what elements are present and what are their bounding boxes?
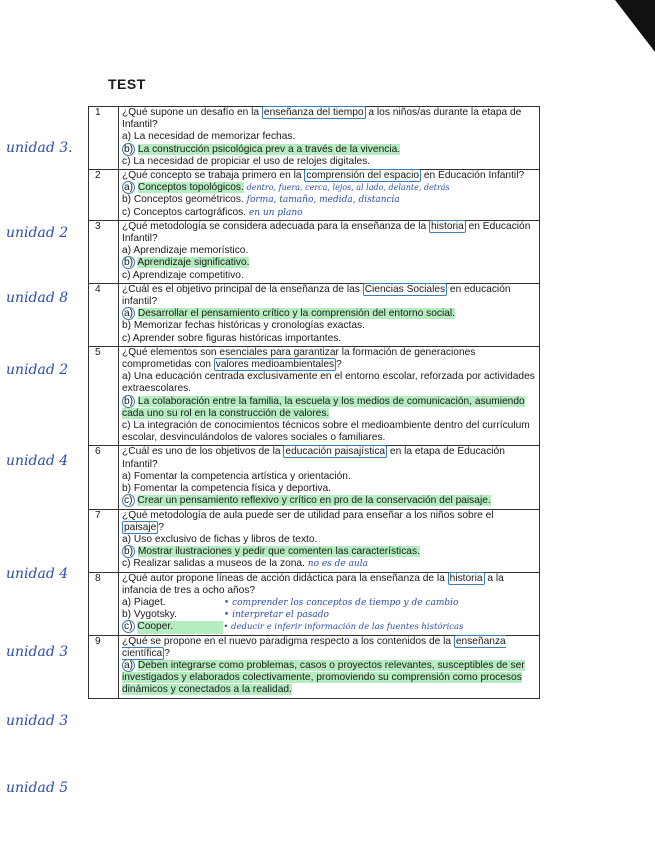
question-number: 1 [89,107,119,170]
handwritten-note: • interpretar el pasado [223,610,329,621]
option-c: c) Conceptos cartográficos. en un plano [122,206,303,218]
keyword-box: educación paisajística [285,446,386,458]
answer-circle: b) [124,395,134,407]
option-c: c) Realizar salidas a museos de la zona. no es de aula [122,558,369,570]
question-text: ¿Qué supone un desafío en la enseñanza del tiempo a los niños/as durante la etapa de Infantil? [122,107,522,131]
question-text: ¿Qué concepto se trabaja primero en la comprensión del espacio en Educación Infantil? [122,170,525,182]
keyword-box: enseñanza del tiempo [263,107,364,118]
option-c [122,495,536,507]
question-number: 5 [89,346,119,446]
side-note-q7: unidad 3 [6,644,69,660]
side-note-q4: unidad 2 [6,362,69,378]
answer-circle: b) [124,257,134,269]
question-text: ¿Cuál es uno de los objetivos de la educación paisajística en la etapa de Educación Infantil? [122,446,505,470]
option-b [122,396,536,420]
question-text: ¿Qué metodología de aula puede ser de utilidad para enseñar a los niños sobre el paisaje ? [122,509,494,533]
answer-highlight: Cooper. [137,621,223,633]
question-cell [119,170,540,221]
option-b [122,257,536,269]
keyword-box: paisaje [124,521,157,533]
question-row [89,635,540,698]
question-number: 9 [89,635,119,698]
option-a: a) La necesidad de memorizar fechas. [122,131,296,143]
answer-circle: a) [124,659,134,671]
question-text: ¿Qué autor propone líneas de acción didáctica para la enseñanza de la historia a la infancia de tres a ocho años? [122,572,504,596]
keyword-box: enseñanza científica [122,635,506,659]
keyword-box: comprensión del espacio [306,170,420,182]
question-cell [119,346,540,446]
question-row [89,346,540,446]
question-cell [119,635,540,698]
option-c: c) La integración de conocimientos técnicos sobre el medioambiente dentro del currículum escolar, desvinculándolos de valores sociales o familiares. [122,420,530,444]
page-title: TEST [108,76,146,92]
question-text: ¿Qué elementos son esenciales para garantizar la formación de generaciones comprometidas con valores medioambientales ? [122,346,476,371]
answer-highlight: La colaboración entre la familia, la escuela y los medios de comunicación, asumiendo cada uno su rol en la construcción de valores. [122,395,525,419]
side-note-q9: unidad 5 [6,780,69,796]
answer-highlight: Crear un pensamiento reflexivo y crítico en pro de la conservación del paisaje. [137,495,491,507]
keyword-box: historia [449,572,483,584]
option-a [122,660,536,697]
option-b [122,546,536,558]
option-a: a) Piaget. • comprender los conceptos de tiempo y de cambio [122,596,459,608]
keyword-box: Ciencias Sociales [364,283,446,295]
option-a: a) Fomentar la competencia artística y orientación. [122,470,351,482]
keyword-box: valores medioambientales [215,359,335,371]
answer-highlight: Mostrar ilustraciones y pedir que comenten las características. [137,546,420,558]
answer-circle: a) [124,182,134,194]
handwritten-note: dentro, fuera, cerca, lejos, al lado, delante, detrás [246,183,450,193]
question-number: 3 [89,220,119,283]
question-row [89,107,540,170]
question-row [89,446,540,509]
side-note-q5: unidad 4 [6,453,69,469]
handwritten-note: no es de aula [307,559,369,570]
option-a [122,308,536,320]
answer-circle: c) [124,621,133,633]
answer-highlight: Deben integrarse como problemas, casos o proyectos relevantes, susceptibles de ser investigados y elaborados colectivamente, promoviendo su comprensión como procesos dinámicos y conectados a la realidad. [122,659,525,696]
side-note-q3: unidad 8 [6,290,69,306]
question-number: 2 [89,170,119,221]
question-row [89,283,540,346]
question-text: ¿Qué se propone en el nuevo paradigma respecto a los contenidos de la enseñanza científica ? [122,635,506,659]
answer-highlight: Desarrollar el pensamiento crítico y la comprensión del entorno social. [137,308,456,320]
question-number: 4 [89,283,119,346]
handwritten-note: forma, tamaño, medida, distancia [246,195,400,206]
answer-circle: b) [124,546,134,558]
option-b: b) Fomentar la competencia física y deportiva. [122,483,331,495]
answer-highlight: Aprendizaje significativo. [137,257,250,269]
answer-highlight: La construcción psicológica prev a a través de la vivencia. [137,143,401,155]
side-note-q1: unidad 3. [6,140,73,156]
option-b: b) Memorizar fechas históricas y cronologías exactas. [122,320,365,332]
option-c [122,621,536,633]
question-row [89,220,540,283]
answer-circle: b) [124,143,134,155]
test-table [88,106,540,699]
option-b [122,144,536,156]
question-text: ¿Qué metodología se considera adecuada para la enseñanza de la historia en Educación Infantil? [122,220,531,245]
option-b: b) Vygotsky. • interpretar el pasado [122,609,329,621]
answer-highlight: Conceptos topológicos. [137,182,244,194]
question-cell [119,107,540,170]
question-row [89,509,540,572]
option-a: a) Una educación centrada exclusivamente en el entorno escolar, reforzada por actividades extraescolares. [122,371,535,395]
question-text: ¿Cuál es el objetivo principal de la enseñanza de las Ciencias Sociales en educación infantil? [122,283,511,308]
option-c: c) La necesidad de propiciar el uso de relojes digitales. [122,155,371,167]
question-cell [119,446,540,509]
handwritten-note: • deducir e inferir información de las fuentes históricas [223,622,464,633]
option-c: c) Aprendizaje competitivo. [122,269,244,281]
answer-circle: a) [124,308,134,320]
question-number: 8 [89,572,119,635]
option-c: c) Aprender sobre figuras históricas importantes. [122,332,342,344]
question-row [89,170,540,221]
handwritten-note: • comprender los conceptos de tiempo y de cambio [223,597,459,608]
option-b: b) Conceptos geométricos. forma, tamaño, medida, distancia [122,194,400,206]
option-a: a) Uso exclusivo de fichas y libros de texto. [122,533,318,545]
scan-corner-shadow [615,0,655,52]
side-note-q2: unidad 2 [6,225,69,241]
question-row [89,572,540,635]
question-cell [119,509,540,572]
side-note-q8: unidad 3 [6,713,69,729]
handwritten-note: en un plano [248,207,303,218]
question-cell [119,283,540,346]
question-cell [119,572,540,635]
answer-circle: c) [124,495,133,507]
question-number: 6 [89,446,119,509]
side-note-q6: unidad 4 [6,566,69,582]
option-a: a) Aprendizaje memorístico. [122,245,249,257]
question-number: 7 [89,509,119,572]
question-cell [119,220,540,283]
keyword-box: historia [430,220,464,232]
option-a [122,182,536,194]
